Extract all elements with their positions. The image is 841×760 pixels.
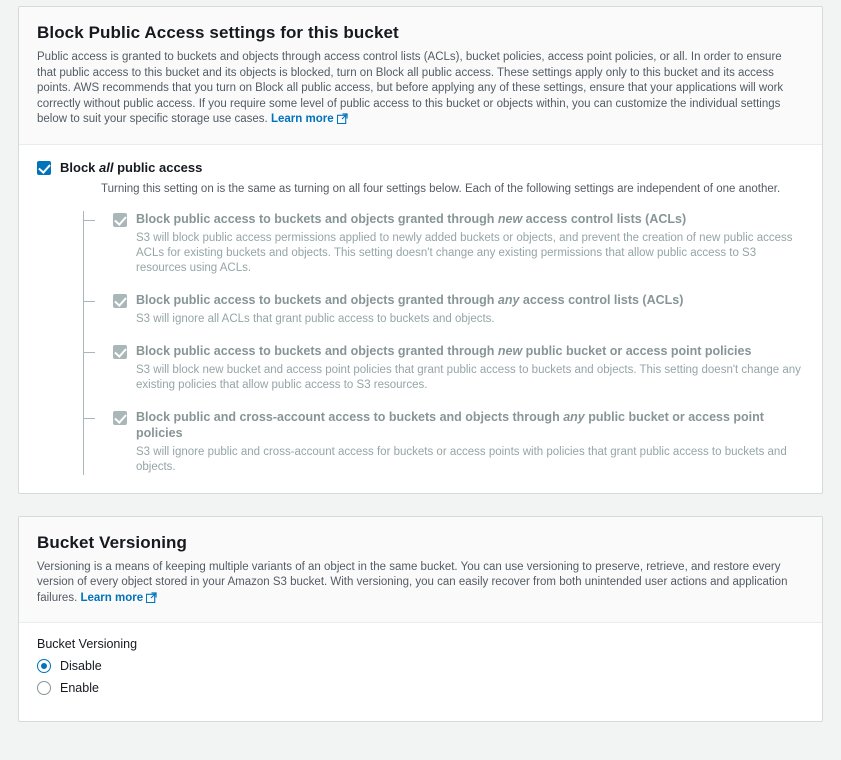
versioning-option-enable[interactable] <box>37 681 804 695</box>
block-all-public-access-label <box>60 159 202 176</box>
block-any-acls-checkbox[interactable] <box>113 294 127 308</box>
block-all-public-access-note: Turning this setting on is the same as turning on all four settings below. Each of the following settings are independent of one another. <box>101 182 781 195</box>
check-icon <box>114 345 127 358</box>
versioning-disable-label: Disable <box>60 659 102 673</box>
block-public-access-description <box>37 50 804 130</box>
learn-more-label: Learn more <box>270 113 334 125</box>
bucket-versioning-card <box>18 516 823 723</box>
block-any-policies-description: S3 will ignore public and cross-account access for buckets or access points with policies that grant public access to buckets and objects. <box>136 445 787 473</box>
label-suffix: public access <box>113 159 203 175</box>
learn-more-link-versioning[interactable] <box>80 592 157 604</box>
label-suffix: access control lists (ACLs) <box>522 211 687 226</box>
sub-setting-any-policies <box>83 409 804 475</box>
sub-setting-new-acls <box>83 211 804 276</box>
sub-settings-list <box>83 211 804 475</box>
block-new-policies-label <box>136 343 751 359</box>
versioning-option-disable[interactable] <box>37 659 804 673</box>
learn-more-label: Learn more <box>80 591 144 604</box>
settings-page <box>0 6 841 722</box>
label-italic: all <box>99 159 114 175</box>
label-suffix: public bucket or access point policies <box>522 343 752 358</box>
check-icon <box>38 161 51 174</box>
block-public-access-card <box>18 6 823 494</box>
label-prefix: Block public and cross-account access to buckets and objects through <box>136 409 564 424</box>
versioning-enable-label: Enable <box>60 681 99 695</box>
sub-setting-row[interactable] <box>113 343 804 359</box>
tree-branch <box>83 418 95 419</box>
sub-setting-new-policies <box>83 343 804 393</box>
sub-setting-row[interactable] <box>113 409 804 441</box>
block-new-policies-checkbox[interactable] <box>113 345 127 359</box>
label-italic: new <box>497 343 523 358</box>
label-italic: any <box>497 292 520 307</box>
block-all-public-access-checkbox[interactable] <box>37 161 51 175</box>
block-new-acls-label <box>136 211 686 227</box>
tree-branch <box>83 301 95 302</box>
bucket-versioning-description <box>37 560 804 609</box>
bucket-versioning-field-label: Bucket Versioning <box>37 637 138 651</box>
block-new-acls-checkbox[interactable] <box>113 213 127 227</box>
block-new-policies-description: S3 will block new bucket and access point policies that grant public access to buckets and objects. This setting doesn't change any existing policies that allow public access to S3 resources. <box>136 363 801 391</box>
tree-branch <box>83 352 95 353</box>
check-icon <box>114 213 127 226</box>
label-prefix: Block public access to buckets and objects granted through <box>136 211 498 226</box>
label-prefix: Block public access to buckets and objects granted through <box>136 343 498 358</box>
block-all-public-access-row[interactable] <box>37 159 804 176</box>
label-italic: any <box>563 409 585 424</box>
versioning-disable-radio[interactable] <box>37 659 51 673</box>
sub-setting-row[interactable] <box>113 211 804 227</box>
label-italic: new <box>497 211 523 226</box>
block-any-policies-label <box>136 409 804 441</box>
block-any-acls-description: S3 will ignore all ACLs that grant public access to buckets and objects. <box>136 312 495 325</box>
tree-branch <box>83 220 95 221</box>
label-suffix: public bucket or access point policies <box>136 409 764 440</box>
external-link-icon <box>337 113 348 130</box>
description-text: Public access is granted to buckets and objects through access control lists (ACLs), bucket policies, access point policies, or all. In order to ensure that public access to this bucket and its objects is blocked, turn on Block all public access. These settings apply only to this bucket and its access points. AWS recommends that you turn on Block all public access, but before applying any of these settings, ensure that your applications will work correctly without public access. If you require some level of public access to this bucket or objects within, you can customize the individual settings below to suit your specific storage use cases. <box>37 51 784 125</box>
block-public-access-header <box>19 7 822 145</box>
block-any-policies-checkbox[interactable] <box>113 411 127 425</box>
versioning-enable-radio[interactable] <box>37 681 51 695</box>
learn-more-link-bpa[interactable] <box>271 113 348 125</box>
label-suffix: access control lists (ACLs) <box>519 292 684 307</box>
block-new-acls-description: S3 will block public access permissions applied to newly added buckets or objects, and prevent the creation of new public access ACLs for existing buckets and objects. This setting doesn't change any existing permissions that allow public access to S3 resources using ACLs. <box>136 231 793 274</box>
bucket-versioning-header <box>19 517 822 624</box>
label-prefix: Block <box>60 159 100 175</box>
sub-setting-row[interactable] <box>113 292 804 308</box>
check-icon <box>114 411 127 424</box>
bucket-versioning-title: Bucket Versioning <box>37 532 188 552</box>
block-any-acls-label <box>136 292 683 308</box>
label-prefix: Block public access to buckets and objects granted through <box>136 292 498 307</box>
bucket-versioning-body <box>19 623 822 721</box>
sub-setting-any-acls <box>83 292 804 327</box>
check-icon <box>114 294 127 307</box>
block-public-access-body <box>19 145 822 493</box>
page-title: Block Public Access settings for this bucket <box>37 23 399 42</box>
description-text: Versioning is a means of keeping multiple variants of an object in the same bucket. You can use versioning to preserve, retrieve, and restore every version of every object stored in your Amazon S3 bucket. With versioning, you can easily recover from both unintended user actions and application failures. <box>37 560 788 604</box>
external-link-icon <box>146 592 157 609</box>
